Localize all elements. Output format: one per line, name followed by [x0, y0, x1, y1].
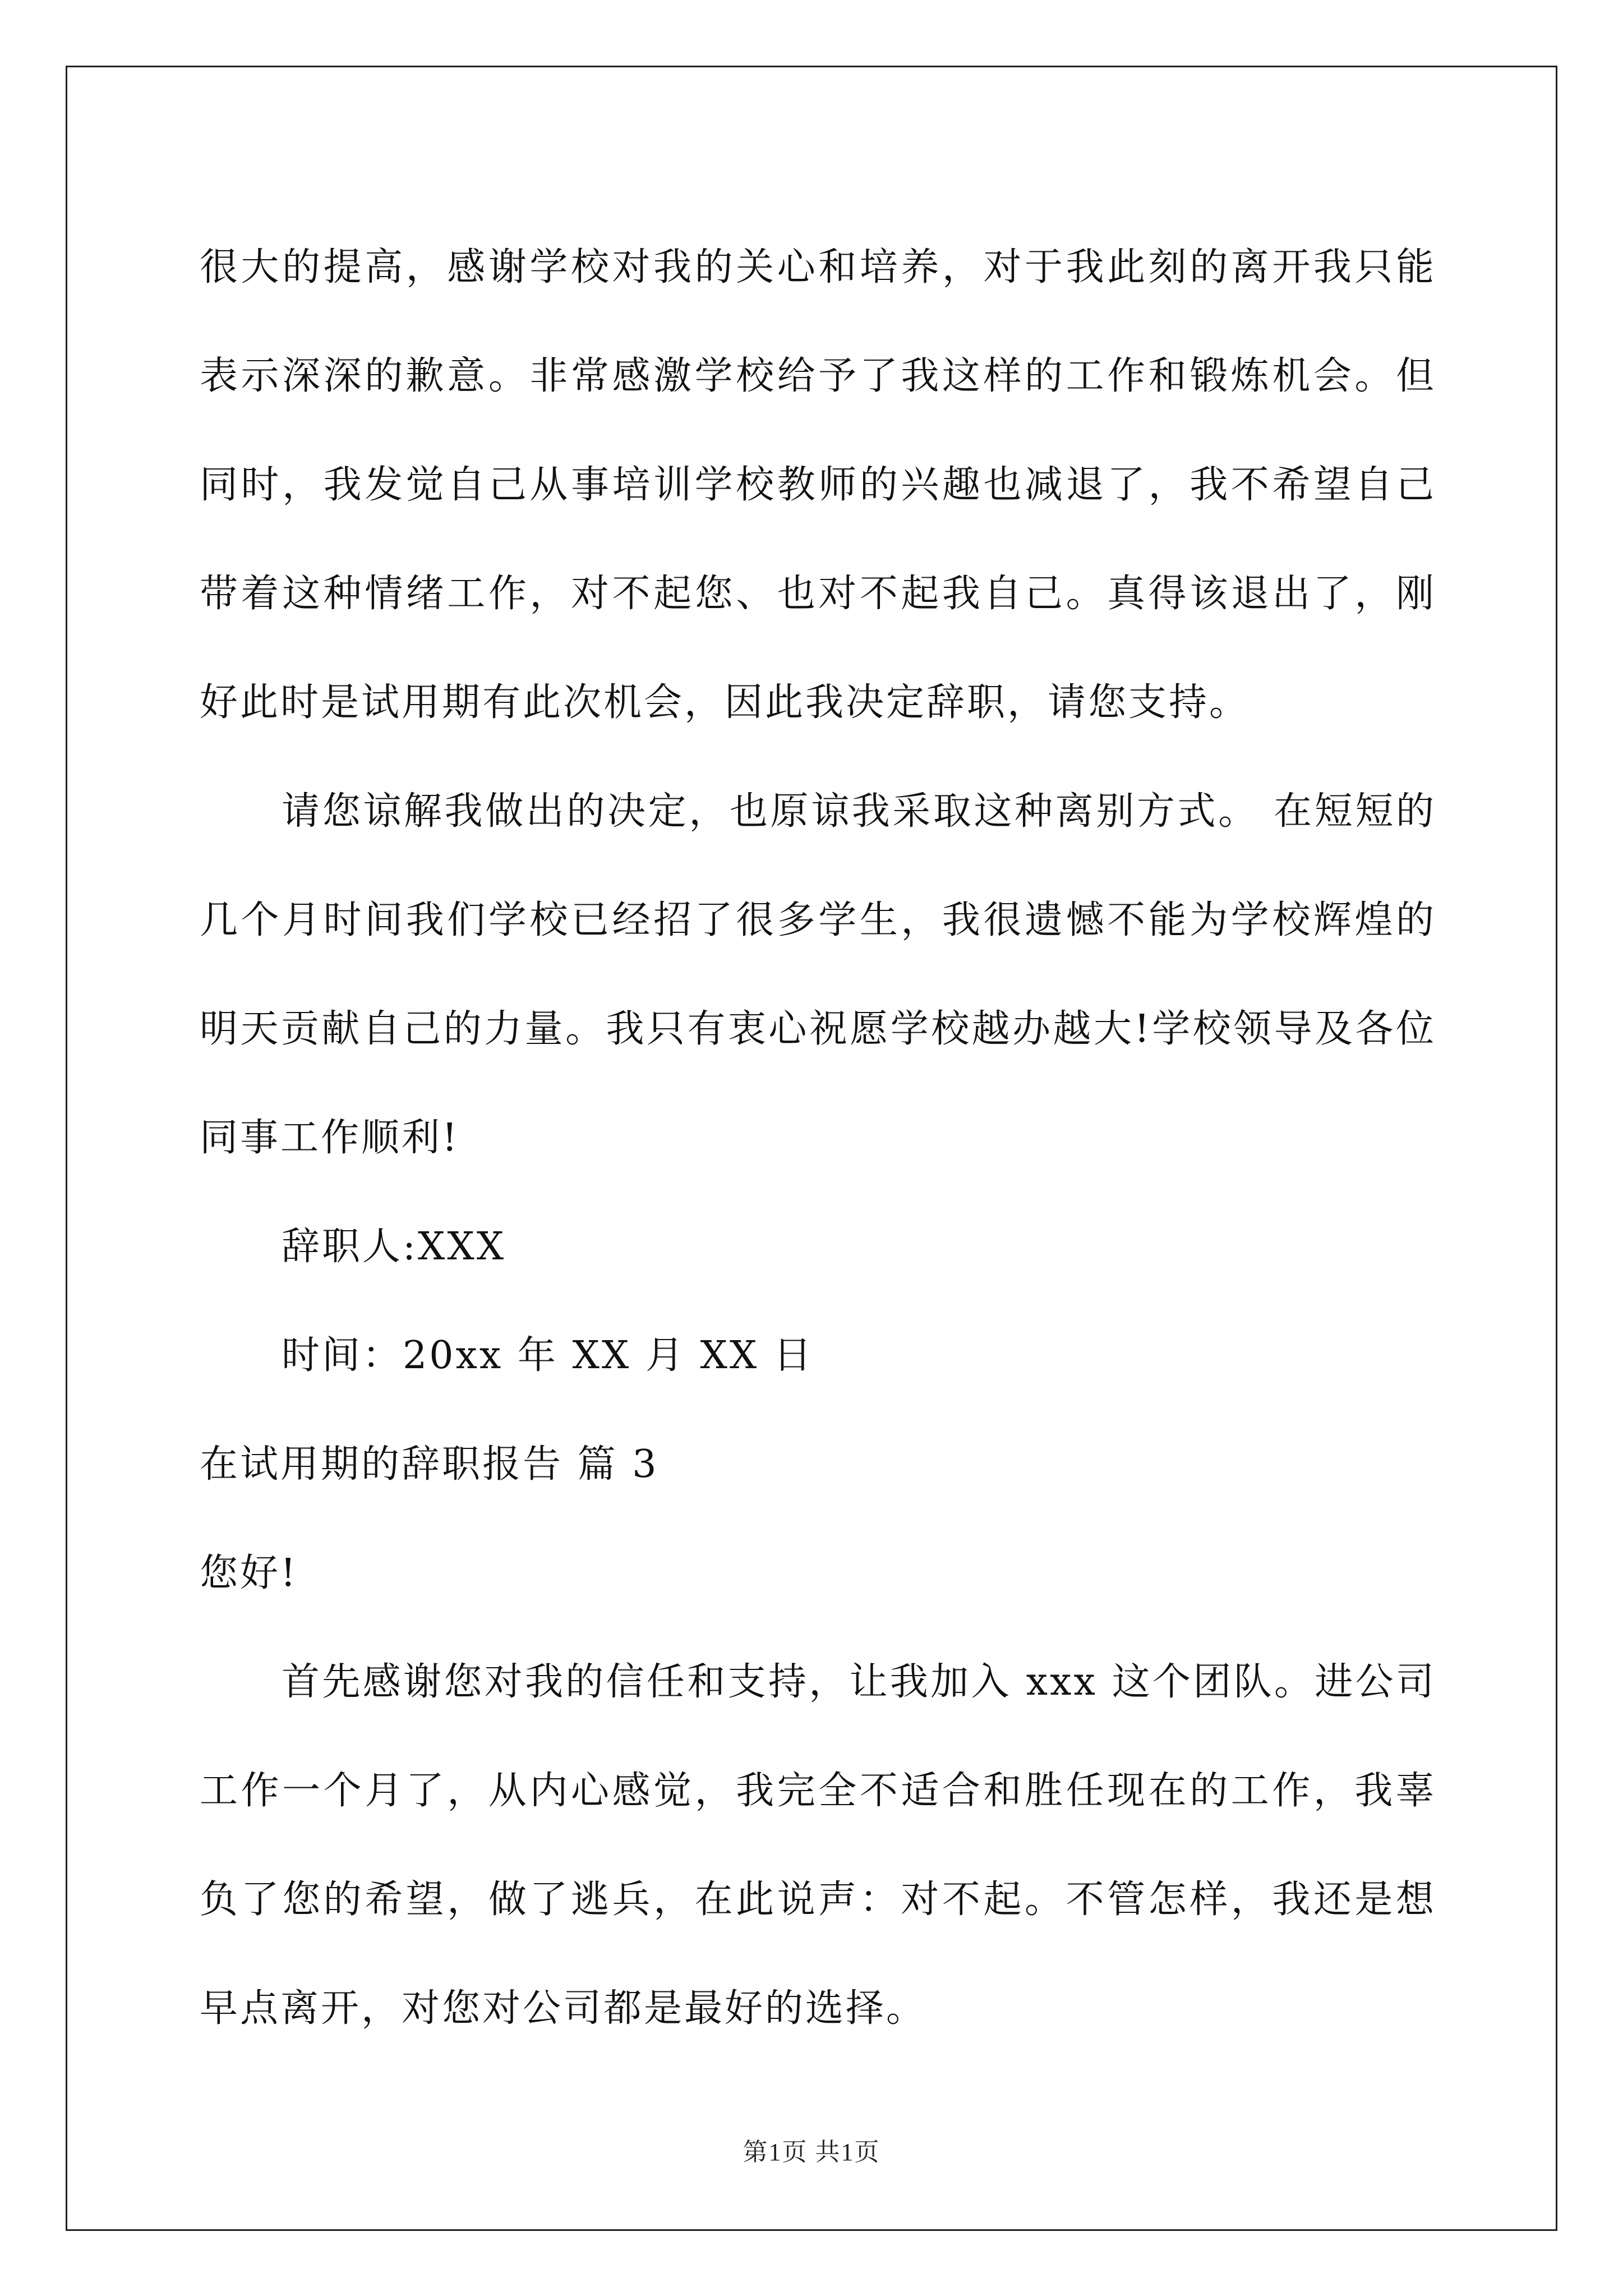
paragraph-line: 很大的提高，感谢学校对我的关心和培养，对于我此刻的离开我只能 — [200, 245, 1436, 289]
greeting: 您好! — [200, 1551, 298, 1595]
paragraph-line: 带着这种情绪工作，对不起您、也对不起我自己。真得该退出了，刚 — [200, 572, 1436, 616]
date-line: 时间：20xx 年 XX 月 XX 日 — [282, 1333, 814, 1378]
document-body — [200, 213, 1436, 2063]
paragraph-line: 负了您的希望，做了逃兵，在此说声：对不起。不管怎样，我还是想 — [200, 1878, 1436, 1922]
paragraph-line: 几个月时间我们学校已经招了很多学生，我很遗憾不能为学校辉煌的 — [200, 898, 1436, 942]
paragraph-line: 工作一个月了，从内心感觉，我完全不适合和胜任现在的工作，我辜 — [200, 1769, 1436, 1813]
paragraph-line: 明天贡献自己的力量。我只有衷心祝愿学校越办越大!学校领导及各位 — [200, 1007, 1436, 1051]
section-heading: 在试用期的辞职报告 篇 3 — [200, 1442, 659, 1487]
paragraph-line: 好此时是试用期有此次机会，因此我决定辞职，请您支持。 — [200, 680, 1250, 725]
paragraph-line: 表示深深的歉意。非常感激学校给予了我这样的工作和锻炼机会。但 — [200, 354, 1436, 398]
paragraph-line: 同时，我发觉自己从事培训学校教师的兴趣也减退了，我不希望自己 — [200, 463, 1436, 507]
signature-line: 辞职人:XXX — [282, 1225, 506, 1269]
paragraph-line: 请您谅解我做出的决定，也原谅我采取这种离别方式。 在短短的 — [282, 789, 1436, 834]
paragraph-line: 首先感谢您对我的信任和支持，让我加入 xxx 这个团队。进公司 — [282, 1660, 1436, 1704]
paragraph-line: 早点离开，对您对公司都是最好的选择。 — [200, 1986, 927, 2031]
paragraph-line: 同事工作顺利! — [200, 1116, 460, 1160]
page-footer: 第1页 共1页 — [743, 2138, 880, 2166]
